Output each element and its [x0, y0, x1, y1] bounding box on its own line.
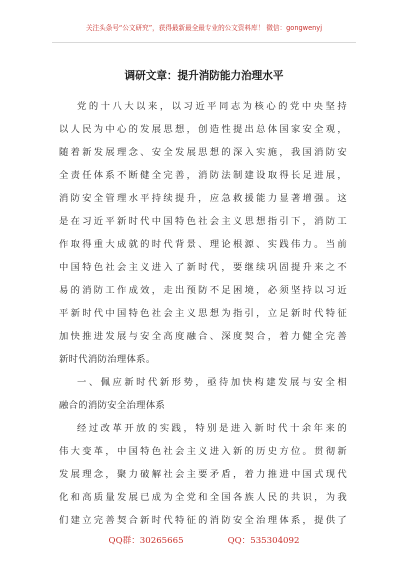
document-title: 调研文章：提升消防能力治理水平 — [124, 70, 284, 82]
page-footer — [0, 534, 408, 546]
section-heading-line: 融合的消防安全治理体系 — [59, 400, 166, 411]
paragraph-line: 作取得重大成就的时代背景、理论根源、实践伟力。当前 — [59, 239, 347, 250]
paragraph-line: 发展理念，聚力破解社会主要矛盾，着力推进中国式现代 — [59, 469, 347, 480]
paragraph-line: 平新时代中国特色社会主义思想为指引，立足新时代特征 — [59, 308, 347, 319]
page-header-banner: 关注头条号“公文研究”，获得最新最全最专业的公文资料库！ 微信：gongwenyj — [85, 24, 323, 32]
paragraph-line: 消防安全管理水平持续提升，应急救援能力显著增强。这 — [59, 193, 347, 204]
footer-qq-number: QQ：535304092 — [227, 536, 300, 546]
paragraph-line: 化和高质量发展已成为全党和全国各族人民的共识，为我 — [59, 492, 347, 503]
section-heading-line: 一、佩应新时代新形势，亟待加快构建发展与安全相 — [77, 377, 347, 388]
paragraph-line: 易的消防工作成效，走出预防不足困境，必须坚持以习近 — [59, 285, 347, 296]
paragraph-line: 新时代消防治理体系。 — [59, 354, 156, 365]
paragraph-line: 伟大变革，中国特色社会主义进入新的历史方位。贯彻新 — [59, 446, 347, 457]
paragraph-line: 经过改革开放的实践，特别是进入新时代十余年来的 — [77, 423, 347, 434]
document-body — [59, 95, 347, 532]
paragraph-line: 中国特色社会主义进入了新时代，要继续巩固提升来之不 — [59, 262, 347, 273]
paragraph-line: 是在习近平新时代中国特色社会主义思想指引下，消防工 — [59, 216, 347, 227]
paragraph-line: 随着新发展理念、安全发展思想的深入实施，我国消防安 — [59, 147, 347, 158]
paragraph-line: 加快推进发展与安全高度融合、深度契合，着力健全完善 — [59, 331, 347, 342]
paragraph-line: 全责任体系不断健全完善，消防法制建设取得长足进展， — [59, 170, 347, 181]
paragraph-line: 党的十八大以来，以习近平同志为核心的党中央坚持 — [77, 101, 347, 112]
paragraph-line: 们建立完善契合新时代特征的消防安全治理体系，提供了 — [59, 515, 347, 526]
footer-qq-group: QQ群：30265665 — [108, 536, 184, 546]
paragraph-line: 以人民为中心的发展思想，创造性提出总体国家安全观， — [59, 124, 347, 135]
header-divider — [52, 42, 356, 43]
